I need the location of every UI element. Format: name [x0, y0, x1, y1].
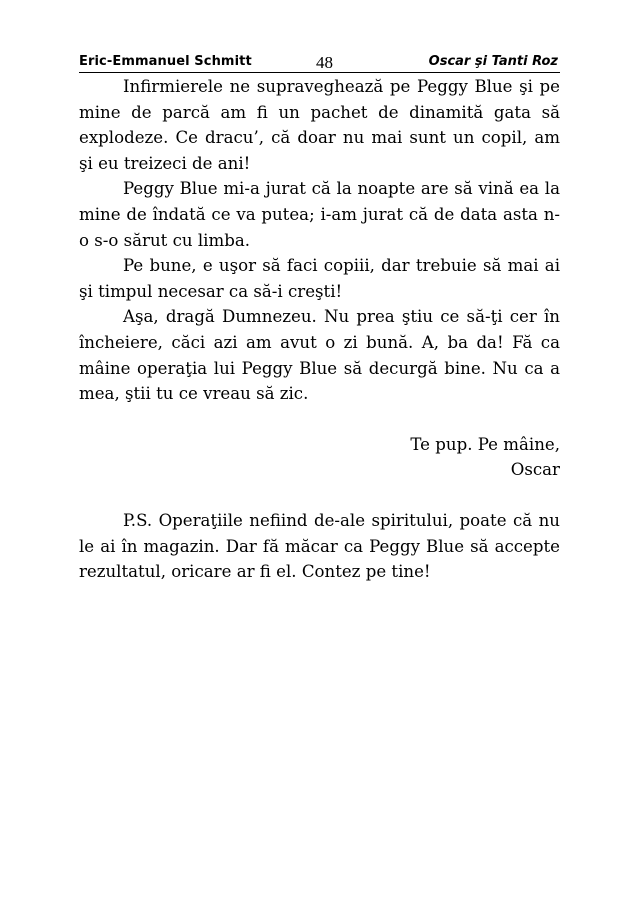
paragraph: Infirmierele ne supraveghează pe Peggy Blue şi pe mine de parcă am fi un pachet de dinamită gata să explodeze. Ce dracu’, că doar nu mai sunt un copil, am şi eu treizeci de ani!: [79, 77, 560, 173]
letter-signoff: [79, 432, 560, 483]
page-number: 48: [316, 53, 333, 72]
running-header: [79, 50, 560, 73]
paragraph: Pe bune, e uşor să faci copiii, dar trebuie să mai ai şi timpul necesar ca să-i creşti!: [79, 256, 560, 301]
signoff-greeting: Te pup. Pe mâine,: [410, 434, 560, 454]
header-book-title: Oscar şi Tanti Roz: [428, 54, 558, 69]
signoff-name: Oscar: [510, 460, 560, 480]
postscript: P.S. Operaţiile nefiind de-ale spiritului, poate că nu le ai în magazin. Dar fă măcar ca Peggy Blue să accepte rezultatul, oricare ar fi el. Contez pe tine!: [79, 510, 560, 582]
paragraph: Peggy Blue mi-a jurat că la noapte are să vină ea la mine de îndată ce va putea; i-am jurat că de data asta n-o s-o sărut cu limba.: [79, 179, 560, 250]
header-author: Eric-Emmanuel Schmitt: [79, 54, 252, 69]
book-page: [79, 50, 560, 585]
paragraph: Aşa, dragă Dumnezeu. Nu prea ştiu ce să-ţi cer în încheiere, căci azi am avut o zi bună. A, ba da! Fă ca mâine operaţia lui Peggy Blue să decurgă bine. Nu ca a mea, ştii tu ce vreau să zic.: [79, 307, 560, 404]
postscript-block: [79, 508, 560, 585]
main-text: [79, 74, 560, 407]
